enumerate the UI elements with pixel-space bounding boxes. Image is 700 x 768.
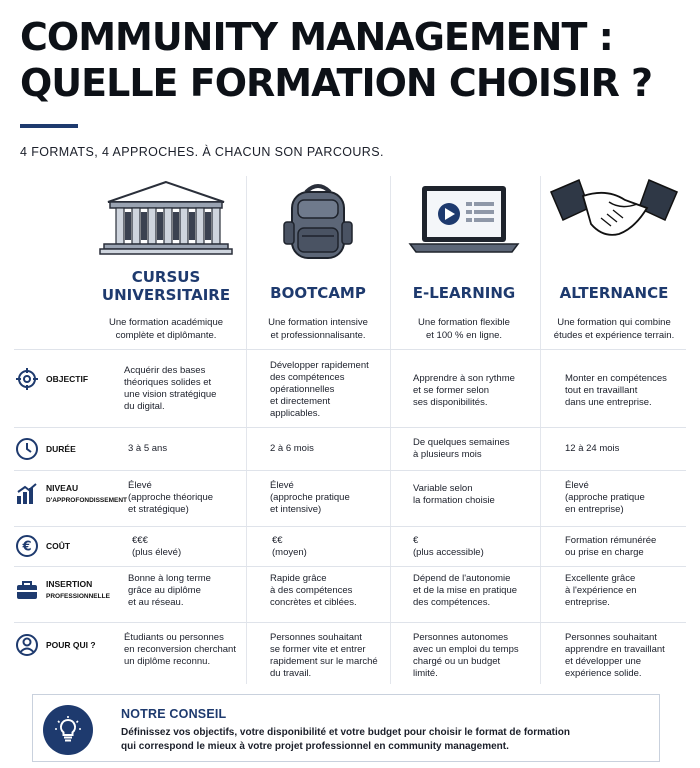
- cell-line: €€€: [132, 535, 148, 546]
- cell-line: des compétences.: [413, 597, 491, 608]
- cell-line: du digital.: [124, 401, 165, 412]
- table-cell: [565, 373, 667, 409]
- row-label-insertion: [14, 577, 124, 603]
- row-divider: [14, 566, 686, 567]
- table-cell: [270, 632, 378, 680]
- advice-title: NOTRE CONSEIL: [121, 707, 227, 721]
- cell-line: Bonne à long terme: [128, 573, 211, 584]
- column-description: [390, 316, 538, 342]
- target-icon: [14, 366, 40, 392]
- column-description-line: études et expérience terrain.: [553, 330, 675, 341]
- column-title-cursus: [92, 268, 240, 304]
- row-label-text: DURÉE: [46, 443, 76, 454]
- cell-line: grâce au diplôme: [128, 585, 201, 596]
- cell-line: tout en travaillant: [565, 385, 638, 396]
- cell-line: à des compétences: [270, 585, 353, 596]
- cell-line: se former vite et entrer: [270, 644, 366, 655]
- table-cell: [270, 360, 369, 420]
- cell-line: en reconversion cherchant: [124, 644, 236, 655]
- cell-line: dans une entreprise.: [565, 397, 652, 408]
- table-cell: [413, 632, 519, 680]
- table-cell: [124, 632, 236, 668]
- cell-line: un diplôme reconnu.: [124, 656, 211, 667]
- cell-line: apprendre en travaillant: [565, 644, 665, 655]
- row-label-text: POUR QUI ?: [46, 639, 96, 650]
- column-description: [540, 316, 688, 342]
- cell-line: en entreprise): [565, 504, 624, 515]
- table-cell: [565, 632, 665, 680]
- row-divider: [14, 526, 686, 527]
- table-cell: [272, 535, 307, 559]
- cell-line: Rapide grâce: [270, 573, 327, 584]
- cell-line: et développer une: [565, 656, 642, 667]
- row-label-cout: [14, 533, 124, 559]
- cell-line: Acquérir des bases: [124, 365, 206, 376]
- cell-line: Monter en compétences: [565, 373, 667, 384]
- table-cell: [270, 480, 350, 516]
- table-cell: [270, 573, 357, 609]
- cell-line: applicables.: [270, 408, 321, 419]
- row-label-line: PROFESSIONNELLE: [46, 592, 110, 600]
- table-cell: [413, 483, 495, 507]
- row-label-niveau: [14, 481, 127, 507]
- cell-line: (approche pratique: [565, 492, 645, 503]
- cell-line: à plusieurs mois: [413, 449, 482, 460]
- row-label-text: [46, 483, 127, 506]
- cell-line: théoriques solides et: [124, 377, 212, 388]
- column-description: [244, 316, 392, 342]
- cell-line: ses disponibilités.: [413, 397, 488, 408]
- cell-line: Développer rapidement: [270, 360, 369, 371]
- cell-line: Personnes souhaitant: [565, 632, 657, 643]
- cell-line: De quelques semaines: [413, 437, 510, 448]
- table-cell: [413, 573, 517, 609]
- cell-line: rapidement sur le marché: [270, 656, 378, 667]
- cell-line: et se former selon: [413, 385, 490, 396]
- cell-line: à l'expérience en: [565, 585, 637, 596]
- euro-icon: [14, 533, 40, 559]
- cell-line: ou prise en charge: [565, 547, 644, 558]
- title-line-2: QUELLE FORMATION CHOISIR ?: [20, 61, 653, 105]
- cell-line: entreprise.: [565, 597, 610, 608]
- cell-line: expérience solide.: [565, 668, 642, 679]
- laptop-video-icon: [390, 178, 538, 262]
- cell-line: Élevé: [270, 480, 294, 491]
- cell-line: et de la mise en pratique: [413, 585, 518, 596]
- cell-line: Variable selon: [413, 483, 473, 494]
- backpack-icon: [244, 178, 392, 262]
- row-label-text: OBJECTIF: [46, 373, 89, 384]
- cell-line: et intensive): [270, 504, 322, 515]
- clock-icon: [14, 436, 40, 462]
- cell-line: Personnes souhaitant: [270, 632, 362, 643]
- cell-line: Personnes autonomes: [413, 632, 509, 643]
- cell-line: du travail.: [270, 668, 312, 679]
- title-line-1: COMMUNITY MANAGEMENT :: [20, 15, 613, 59]
- cell-line: limité.: [413, 668, 438, 679]
- page-title: [20, 14, 680, 106]
- table-cell: [128, 480, 213, 516]
- column-title-elearning: E-LEARNING: [412, 284, 516, 302]
- cell-line: et stratégique): [128, 504, 189, 515]
- advice-text-line: qui correspond le mieux à votre projet professionnel en community management.: [121, 741, 509, 752]
- advice-text: [121, 726, 641, 754]
- cell-line: la formation choisie: [413, 495, 495, 506]
- row-label-duree: [14, 436, 124, 462]
- handshake-icon: [540, 178, 688, 262]
- column-description: [92, 316, 240, 342]
- cell-line: (approche pratique: [270, 492, 350, 503]
- row-label-line: INSERTION: [46, 578, 93, 589]
- column-description-line: Une formation intensive: [268, 317, 368, 328]
- column-title-bootcamp: BOOTCAMP: [270, 284, 366, 302]
- cell-line: Formation rémunérée: [565, 535, 657, 546]
- table-cell: [124, 365, 216, 413]
- column-description-line: Une formation qui combine: [557, 317, 671, 328]
- row-divider: [14, 470, 686, 471]
- row-divider: [14, 349, 686, 350]
- column-title-line: UNIVERSITAIRE: [101, 286, 231, 304]
- cell-line: Élevé: [565, 480, 589, 491]
- cell-line: Étudiants ou personnes: [124, 632, 224, 643]
- cell-line: Élevé: [128, 480, 152, 491]
- row-label-line: D'APPROFONDISSEMENT: [46, 496, 127, 504]
- table-cell: 3 à 5 ans: [128, 443, 168, 454]
- briefcase-icon: [14, 577, 40, 603]
- cell-line: €€: [272, 535, 283, 546]
- advice-text-line: Définissez vos objectifs, votre disponibilité et votre budget pour choisir le format de formation: [121, 727, 570, 738]
- table-cell: [413, 437, 510, 461]
- cell-line: concrètes et ciblées.: [270, 597, 357, 608]
- table-cell: [128, 573, 211, 609]
- table-cell: 12 à 24 mois: [565, 443, 620, 454]
- svg-text:€: €: [22, 539, 32, 555]
- row-divider: [14, 622, 686, 623]
- cell-line: Dépend de l'autonomie: [413, 573, 511, 584]
- cell-line: et directement: [270, 396, 331, 407]
- cell-line: (plus élevé): [132, 547, 182, 558]
- cell-line: chargé ou un budget: [413, 656, 501, 667]
- cell-line: (moyen): [272, 547, 307, 558]
- table-cell: 2 à 6 mois: [270, 443, 314, 454]
- lightbulb-icon: [43, 705, 93, 755]
- column-description-line: Une formation flexible: [418, 317, 510, 328]
- cell-line: des compétences: [270, 372, 345, 383]
- column-title-alternance: ALTERNANCE: [559, 284, 669, 302]
- column-description-line: et professionnalisante.: [270, 330, 366, 341]
- row-label-pour-qui: [14, 632, 124, 658]
- person-icon: [14, 632, 40, 658]
- table-cell: [565, 480, 645, 516]
- advice-box: [32, 694, 660, 762]
- cell-line: Apprendre à son rythme: [413, 373, 515, 384]
- row-label-text: COÛT: [46, 540, 71, 551]
- table-cell: [413, 373, 515, 409]
- cell-line: et au réseau.: [128, 597, 184, 608]
- column-description-line: et 100 % en ligne.: [425, 330, 503, 341]
- table-cell: [132, 535, 181, 559]
- row-divider: [14, 427, 686, 428]
- cell-line: avec un emploi du temps: [413, 644, 519, 655]
- row-label-text: [46, 579, 110, 602]
- cell-line: (plus accessible): [413, 547, 484, 558]
- column-description-line: Une formation académique: [108, 317, 224, 328]
- cell-line: une vision stratégique: [124, 389, 217, 400]
- cell-line: Excellente grâce: [565, 573, 636, 584]
- bar-chart-icon: [14, 481, 40, 507]
- row-label-objectif: [14, 366, 124, 392]
- column-title-line: CURSUS: [131, 268, 201, 286]
- university-building-icon: [92, 178, 240, 262]
- row-label-line: NIVEAU: [46, 482, 79, 493]
- cell-line: (approche théorique: [128, 492, 214, 503]
- title-underline: [20, 124, 78, 128]
- cell-line: opérationnelles: [270, 384, 335, 395]
- page-subtitle: 4 FORMATS, 4 APPROCHES. À CHACUN SON PARCOURS.: [20, 145, 384, 159]
- column-description-line: complète et diplômante.: [115, 330, 217, 341]
- cell-line: €: [413, 535, 419, 546]
- table-cell: [413, 535, 484, 559]
- table-cell: [565, 535, 656, 559]
- table-cell: [565, 573, 637, 609]
